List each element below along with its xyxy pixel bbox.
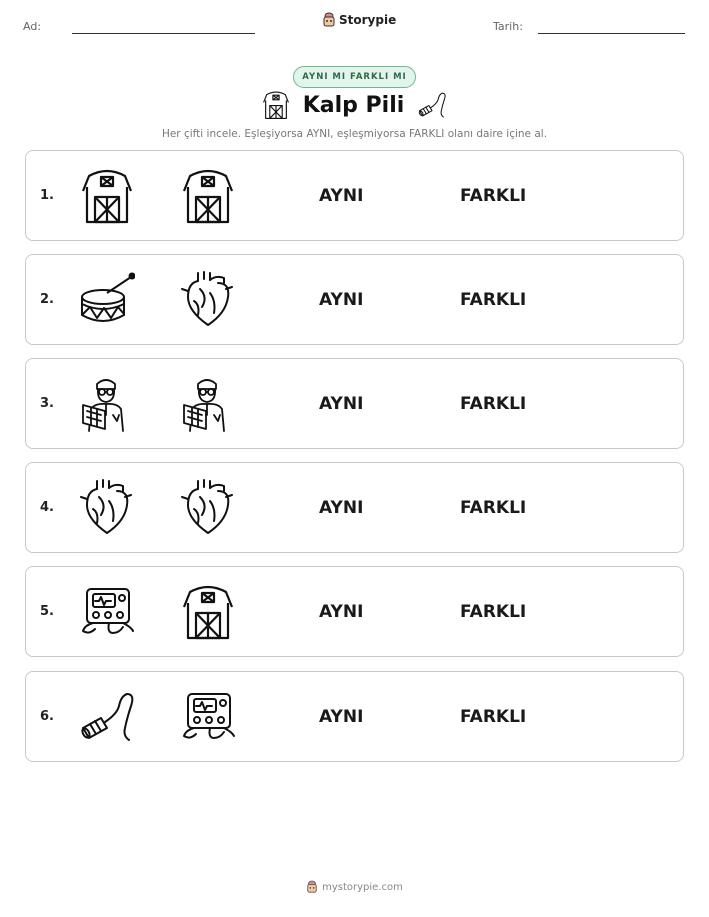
heart-icon [180,479,236,537]
option-different[interactable]: FARKLI [460,498,527,518]
heart-icon [79,479,135,537]
page-title: Kalp Pili [302,92,405,118]
activity-badge: AYNI MI FARKLI MI [293,66,416,88]
footer-url[interactable]: mystorypie.com [322,881,403,893]
date-line[interactable] [538,33,685,34]
option-different[interactable]: FARKLI [460,602,527,622]
question-row-6 [25,671,684,762]
doctor-reading-icon [79,375,135,433]
footer [0,880,709,894]
doctor-reading-icon [180,375,236,433]
option-different[interactable]: FARKLI [460,707,527,727]
option-same[interactable]: AYNI [319,394,364,414]
name-label: Ad: [23,20,42,33]
title-row [0,90,709,120]
brand [322,12,396,28]
option-same[interactable]: AYNI [319,186,364,206]
name-line[interactable] [72,33,255,34]
pacemaker-lead-icon [416,90,448,120]
option-different[interactable]: FARKLI [460,290,527,310]
heart-icon [180,271,236,329]
pacemaker-lead-icon [79,688,135,746]
barn-icon [180,167,236,225]
option-different[interactable]: FARKLI [460,394,527,414]
question-number: 3. [40,396,54,411]
barn-icon [180,583,236,641]
barn-icon [79,167,135,225]
drum-icon [79,271,135,329]
storypie-logo-icon [322,12,336,28]
pacemaker-device-icon [180,688,236,746]
barn-icon [261,90,291,120]
question-row-3 [25,358,684,449]
option-same[interactable]: AYNI [319,498,364,518]
date-label: Tarih: [493,20,523,33]
question-row-2 [25,254,684,345]
option-different[interactable]: FARKLI [460,186,527,206]
option-same[interactable]: AYNI [319,290,364,310]
question-number: 5. [40,604,54,619]
question-number: 4. [40,500,54,515]
question-number: 2. [40,292,54,307]
storypie-logo-icon [306,880,318,894]
instructions: Her çifti incele. Eşleşiyorsa AYNI, eşleşmiyorsa FARKLI olanı daire içine al. [161,128,548,140]
question-number: 1. [40,188,54,203]
brand-name: Storypie [339,13,397,27]
pacemaker-device-icon [79,583,135,641]
question-row-5 [25,566,684,657]
option-same[interactable]: AYNI [319,707,364,727]
question-number: 6. [40,709,54,724]
option-same[interactable]: AYNI [319,602,364,622]
question-row-1 [25,150,684,241]
question-row-4 [25,462,684,553]
